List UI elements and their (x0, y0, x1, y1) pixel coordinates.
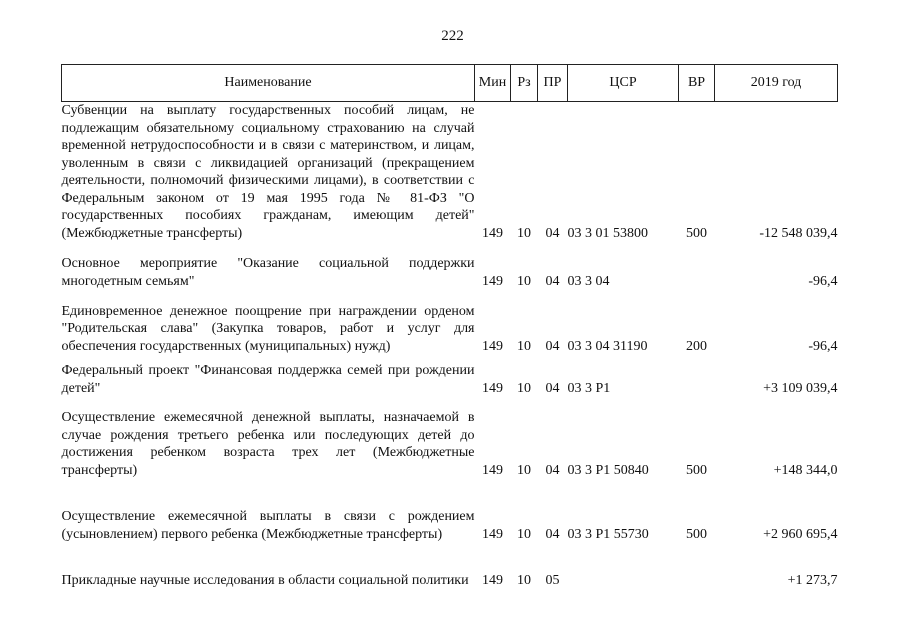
table-row (62, 102, 838, 247)
row-vr (679, 547, 715, 593)
row-rz: 10 (517, 273, 531, 289)
row-name: Прикладные научные исследования в области социальной политики (61, 572, 469, 588)
row-csr: 03 3 04 31190 (567, 338, 648, 354)
row-amount: +3 109 039,4 (763, 380, 838, 396)
row-pr: 04 (545, 380, 560, 396)
row-rz: 10 (517, 572, 531, 588)
row-csr: 03 3 Р1 (567, 380, 611, 396)
row-csr: 03 3 Р1 55730 (567, 526, 649, 542)
row-rz: 10 (517, 338, 531, 354)
table-row (62, 294, 838, 359)
row-pr: 04 (545, 526, 560, 542)
row-vr: 500 (686, 462, 707, 478)
col-header-min: Мин (475, 65, 511, 102)
budget-table (61, 64, 838, 593)
row-amount: -96,4 (808, 273, 838, 289)
row-name: Осуществление ежемесячной выплаты в связи с рождением (усыновлением) первого ребенка (Межбюджетные трансферты) (61, 509, 475, 542)
table-row (62, 359, 838, 401)
table-header-row (62, 65, 838, 102)
row-csr: 03 3 01 53800 (567, 225, 648, 241)
col-header-rz: Рз (511, 65, 538, 102)
row-amount: +1 273,7 (787, 572, 838, 588)
row-amount: +148 344,0 (773, 462, 838, 478)
row-min: 149 (482, 572, 503, 588)
table-row (62, 401, 838, 483)
row-amount: -96,4 (808, 338, 838, 354)
table-row (62, 246, 838, 294)
row-vr: 500 (686, 526, 707, 542)
row-vr: 500 (686, 225, 707, 241)
row-rz: 10 (517, 225, 531, 241)
row-vr (679, 246, 715, 294)
row-min: 149 (482, 380, 503, 396)
row-pr: 04 (545, 462, 560, 478)
row-min: 149 (482, 338, 503, 354)
table-row (62, 483, 838, 547)
col-header-csr: ЦСР (568, 65, 679, 102)
row-csr: 03 3 Р1 50840 (567, 462, 649, 478)
row-rz: 10 (517, 462, 531, 478)
row-amount: -12 548 039,4 (759, 225, 838, 241)
row-pr: 05 (545, 572, 560, 588)
row-pr: 04 (545, 338, 560, 354)
row-name: Федеральный проект "Финансовая поддержка семей при рождении детей" (61, 363, 475, 396)
row-csr: 03 3 04 (567, 273, 610, 289)
col-header-name: Наименование (62, 65, 475, 102)
row-min: 149 (482, 526, 503, 542)
row-min: 149 (482, 225, 503, 241)
table-row (62, 547, 838, 593)
row-pr: 04 (545, 225, 560, 241)
row-rz: 10 (517, 526, 531, 542)
row-amount: +2 960 695,4 (763, 526, 838, 542)
row-csr (568, 547, 679, 593)
row-name: Субвенции на выплату государственных пособий лицам, не подлежащим обязательному социальному страхованию на случай временной нетрудоспособности и в связи с материнством, и лицам, уволенным в связи с ликвидацией организаций (прекращением деятельности, полномочий физическими лицами), в соответствии с Федеральным законом от 19 мая 1995 года № 81-ФЗ "О государственных пособиях гражданам, имеющим детей" (Межбюджетные трансферты) (61, 103, 475, 241)
page-number: 222 (441, 28, 464, 44)
col-header-vr: ВР (679, 65, 715, 102)
row-name: Единовременное денежное поощрение при награждении орденом "Родительская слава" (Закупка товаров, работ и услуг для обеспечения государственных (муниципальных) нужд) (61, 303, 475, 354)
col-header-pr: ПР (538, 65, 568, 102)
row-min: 149 (482, 273, 503, 289)
col-header-year: 2019 год (715, 65, 838, 102)
row-vr (679, 359, 715, 401)
row-name: Осуществление ежемесячной денежной выплаты, назначаемой в случае рождения третьего ребенка или последующих детей до достижения ребенком возраста трех лет (Межбюджетные трансферты) (61, 410, 475, 478)
row-rz: 10 (517, 380, 531, 396)
row-pr: 04 (545, 273, 560, 289)
row-name: Основное мероприятие "Оказание социальной поддержки многодетным семьям" (61, 256, 475, 289)
row-vr: 200 (686, 338, 707, 354)
row-min: 149 (482, 462, 503, 478)
